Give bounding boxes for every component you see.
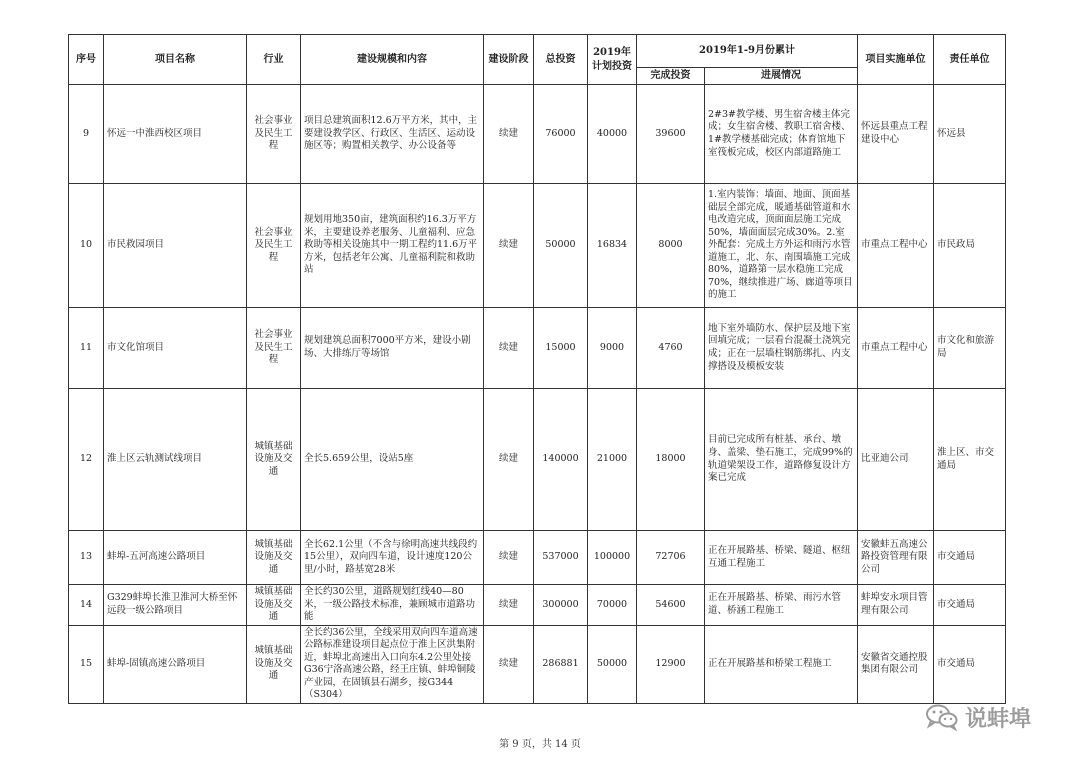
- cell-stage: 续建: [484, 531, 534, 585]
- table-row: [69, 85, 1006, 184]
- cell-unit: 安徽省交通控股集团有限公司: [858, 625, 934, 703]
- cell-unit: 怀远县重点工程建设中心: [858, 85, 934, 184]
- cell-content: 全长5.659公里，设站5座: [301, 389, 484, 531]
- cell-name: 蚌埠-五河高速公路项目: [104, 531, 247, 585]
- cell-name: 市民救园项目: [104, 184, 247, 308]
- cell-progress: 目前已完成所有桩基、承台、墩身、盖梁、垫石施工，完成99%的轨道梁架设工作，道路修复设计方案已完成: [705, 389, 858, 531]
- cell-industry: 社会事业及民生工程: [247, 184, 301, 308]
- cell-seq: 14: [69, 585, 104, 626]
- cell-content: 规划用地350亩，建筑面积约16.3万平方米，主要建设养老服务、儿童福利、应急救助等相关设施其中一期工程约11.6万平方米，包括老年公寓、儿童福利院和救助站: [301, 184, 484, 308]
- header-content: 建设规模和内容: [301, 35, 484, 85]
- table-row: [69, 184, 1006, 308]
- cell-progress: 正在开展路基、桥梁、隧道、枢纽互通工程施工: [705, 531, 858, 585]
- cell-seq: 13: [69, 531, 104, 585]
- cell-progress: 2#3#教学楼、男生宿舍楼主体完成；女生宿舍楼、教职工宿舍楼、1#教学楼基础完成；体育馆地下室筏板完成，校区内部道路施工: [705, 85, 858, 184]
- project-table: [68, 34, 1006, 704]
- header-resp: 责任单位: [934, 35, 1006, 85]
- cell-seq: 12: [69, 389, 104, 531]
- cell-unit: 安徽蚌五高速公路投资管理有限公司: [858, 531, 934, 585]
- cell-resp: 市交通局: [934, 625, 1006, 703]
- cell-progress: 地下室外墙防水、保护层及地下室回填完成；一层看台混凝土浇筑完成；正在一层墙柱钢筋绑扎、内支撑搭设及模板安装: [705, 308, 858, 389]
- table-row: [69, 389, 1006, 531]
- cell-seq: 15: [69, 625, 104, 703]
- cell-plan: 50000: [588, 625, 637, 703]
- cell-progress: 正在开展路基、桥梁、雨污水管道、桥涵工程施工: [705, 585, 858, 626]
- header-unit: 项目实施单位: [858, 35, 934, 85]
- cell-name: 淮上区云轨测试线项目: [104, 389, 247, 531]
- cell-content: 规划建筑总面积7000平方米，建设小剧场、大排练厅等场馆: [301, 308, 484, 389]
- cell-content: 全长约30公里，道路规划红线40—80米，一级公路技术标准，兼顾城市道路功能: [301, 585, 484, 626]
- wechat-icon: [925, 703, 959, 731]
- header-stage: 建设阶段: [484, 35, 534, 85]
- cell-total: 76000: [534, 85, 588, 184]
- table-row: [69, 625, 1006, 703]
- page-footer: 第 9 页，共 14 页: [499, 739, 581, 750]
- watermark: [925, 700, 1055, 734]
- cell-plan: 100000: [588, 531, 637, 585]
- cell-industry: 社会事业及民生工程: [247, 308, 301, 389]
- table-row: [69, 531, 1006, 585]
- cell-name: 市文化馆项目: [104, 308, 247, 389]
- cell-total: 140000: [534, 389, 588, 531]
- cell-resp: 市交通局: [934, 585, 1006, 626]
- cell-industry: 城镇基础设施及交通: [247, 585, 301, 626]
- cell-stage: 续建: [484, 308, 534, 389]
- cell-stage: 续建: [484, 85, 534, 184]
- cell-seq: 9: [69, 85, 104, 184]
- cell-seq: 11: [69, 308, 104, 389]
- header-industry: 行业: [247, 35, 301, 85]
- cell-name: G329蚌埠长淮卫淮河大桥至怀远段一级公路项目: [104, 585, 247, 626]
- cell-seq: 10: [69, 184, 104, 308]
- cell-name: 蚌埠-固镇高速公路项目: [104, 625, 247, 703]
- cell-industry: 城镇基础设施及交通: [247, 625, 301, 703]
- cell-industry: 城镇基础设施及交通: [247, 389, 301, 531]
- cell-resp: 市文化和旅游局: [934, 308, 1006, 389]
- cell-stage: 续建: [484, 184, 534, 308]
- cell-content: 全长约36公里，全线采用双向四车道高速公路标准建设项目起点位于淮上区洪集附近，蚌埠北高速出入口向东4.2公里处接G36宁洛高速公路，经王庄镇、蚌埠铜陵产业园，在固镇县石湖乡，接G344（S304）: [301, 625, 484, 703]
- watermark-text: 说蚌埠: [965, 706, 1032, 732]
- cell-done: 12900: [637, 625, 705, 703]
- cell-total: 286881: [534, 625, 588, 703]
- header-done-invest: 完成投资: [637, 68, 705, 85]
- cell-plan: 21000: [588, 389, 637, 531]
- cell-total: 537000: [534, 531, 588, 585]
- header-row: [69, 35, 1006, 68]
- cell-unit: 市重点工程中心: [858, 184, 934, 308]
- cell-total: 15000: [534, 308, 588, 389]
- table-row: [69, 585, 1006, 626]
- cell-progress: 正在开展路基和桥梁工程施工: [705, 625, 858, 703]
- cell-total: 300000: [534, 585, 588, 626]
- cell-stage: 续建: [484, 585, 534, 626]
- header-name: 项目名称: [104, 35, 247, 85]
- cell-industry: 城镇基础设施及交通: [247, 531, 301, 585]
- header-plan: 2019年计划投资: [588, 35, 637, 85]
- cell-plan: 70000: [588, 585, 637, 626]
- cell-resp: 市民政局: [934, 184, 1006, 308]
- cell-plan: 40000: [588, 85, 637, 184]
- cell-progress: 1.室内装饰：墙面、地面、顶面基础层全部完成，暖通基础管道和水电改造完成，顶面面层施工完成50%，墙面面层完成30%。2.室外配套：完成土方外运和雨污水管道施工，北、东、南围墙施工完成80%，道路第一层水稳施工完成70%，继续推进广场、廊道等项目的施工: [705, 184, 858, 308]
- cell-total: 50000: [534, 184, 588, 308]
- cell-industry: 社会事业及民生工程: [247, 85, 301, 184]
- cell-done: 4760: [637, 308, 705, 389]
- cell-name: 怀远一中淮西校区项目: [104, 85, 247, 184]
- cell-content: 全长62.1公里（不含与徐明高速共线段约15公里），双向四车道，设计速度120公里/小时，路基宽28米: [301, 531, 484, 585]
- cell-done: 8000: [637, 184, 705, 308]
- cell-content: 项目总建筑面积12.6万平方米，其中，主要建设教学区、行政区、生活区、运动设施区等；购置相关教学、办公设备等: [301, 85, 484, 184]
- cell-done: 39600: [637, 85, 705, 184]
- cell-resp: 淮上区、市交通局: [934, 389, 1006, 531]
- cell-stage: 续建: [484, 625, 534, 703]
- cell-plan: 16834: [588, 184, 637, 308]
- cell-done: 72706: [637, 531, 705, 585]
- cell-unit: 市重点工程中心: [858, 308, 934, 389]
- cell-unit: 蚌埠安永项目管理有限公司: [858, 585, 934, 626]
- cell-plan: 9000: [588, 308, 637, 389]
- cell-done: 18000: [637, 389, 705, 531]
- cell-done: 54600: [637, 585, 705, 626]
- cell-stage: 续建: [484, 389, 534, 531]
- cell-unit: 比亚迪公司: [858, 389, 934, 531]
- table-row: [69, 308, 1006, 389]
- header-seq: 序号: [69, 35, 104, 85]
- header-cumulative: 2019年1-9月份累计: [637, 35, 858, 68]
- cell-resp: 怀远县: [934, 85, 1006, 184]
- cell-resp: 市交通局: [934, 531, 1006, 585]
- header-total: 总投资: [534, 35, 588, 85]
- header-progress: 进展情况: [705, 68, 858, 85]
